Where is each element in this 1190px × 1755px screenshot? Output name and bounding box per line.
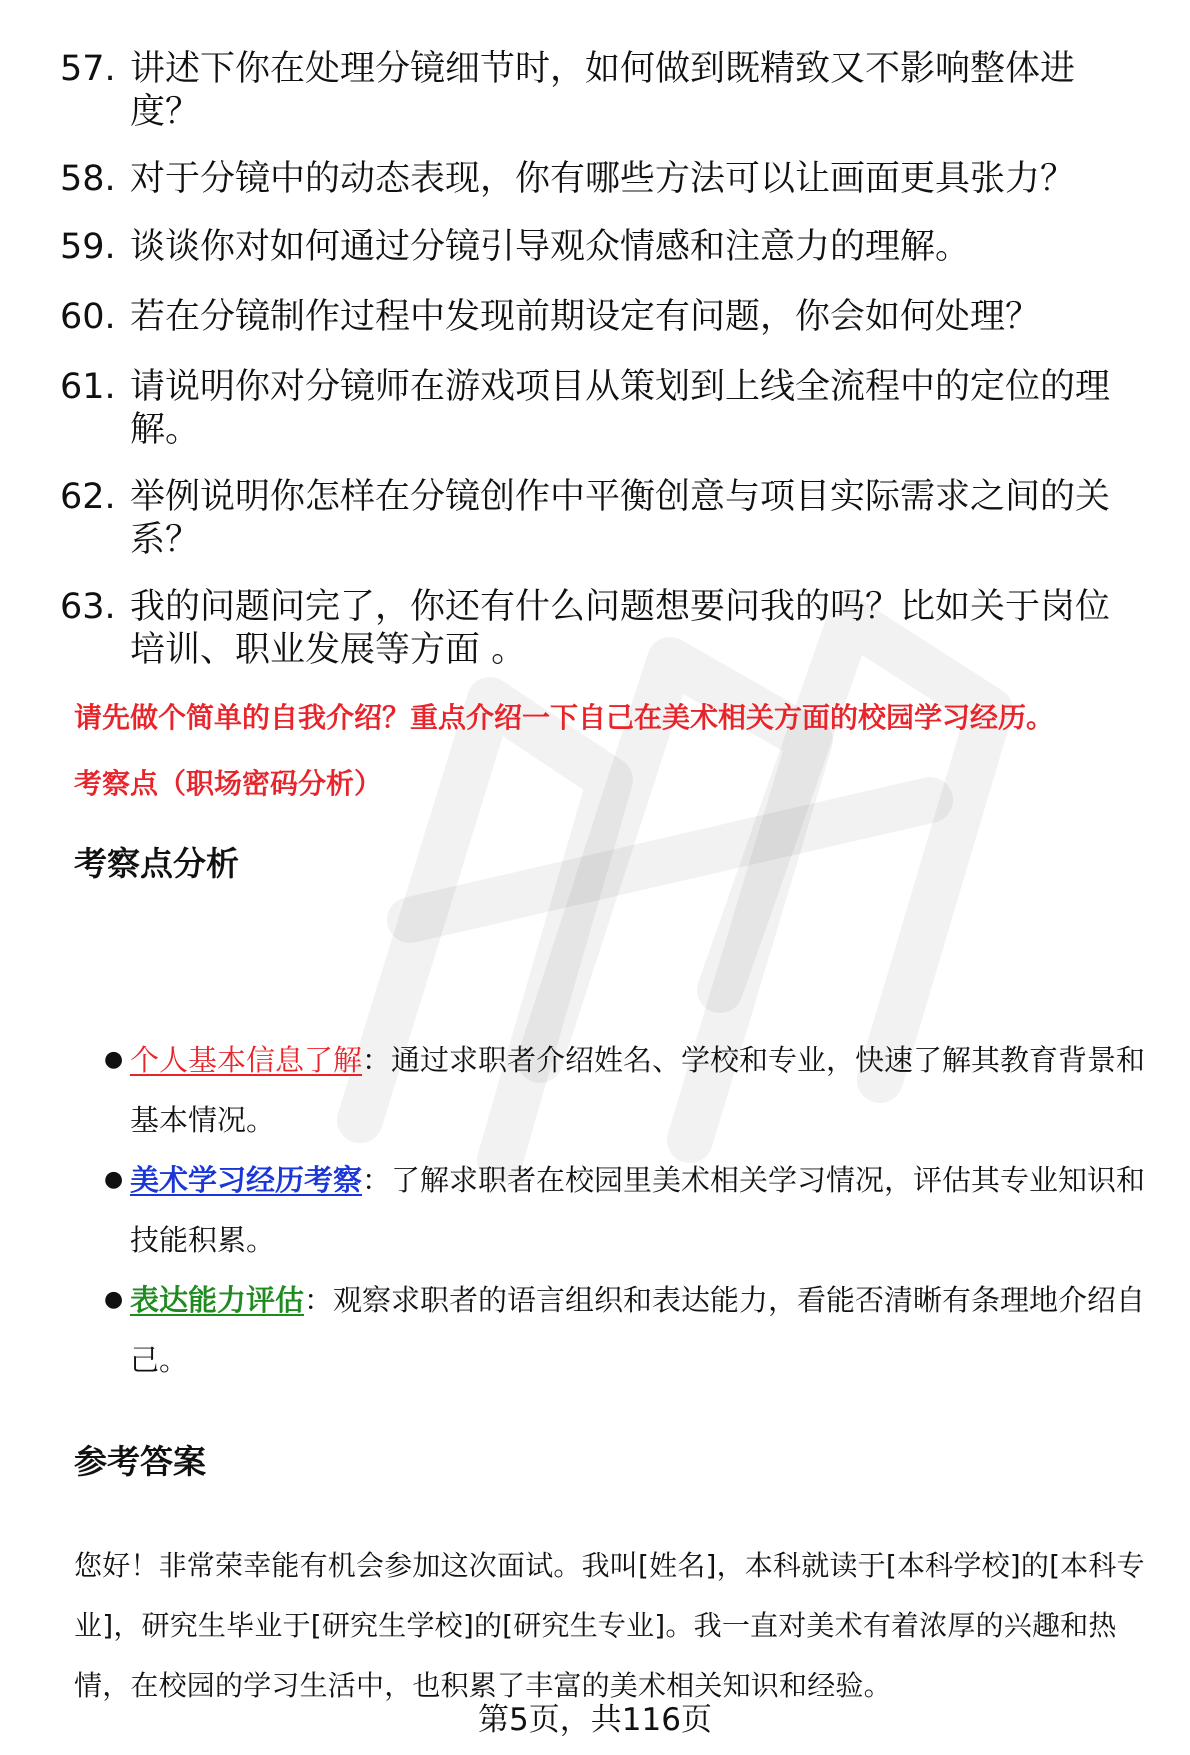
analysis-tag: 考察点（职场密码分析）: [74, 767, 383, 800]
question-text: 若在分镜制作过程中发现前期设定有问题，你会如何处理？: [130, 297, 1041, 337]
question-58: [60, 158, 1150, 201]
list-item: [104, 1150, 1164, 1270]
question-number: 63.: [60, 587, 116, 627]
question-text: 我的问题问完了，你还有什么问题想要问我的吗？比如关于岗位培训、职业发展等方面 。: [130, 587, 1111, 670]
list-item: [104, 1270, 1164, 1390]
keyword-link[interactable]: 表达能力评估: [130, 1283, 305, 1317]
question-number: 57.: [60, 49, 116, 89]
keyword-link[interactable]: 美术学习经历考察: [130, 1163, 363, 1197]
question-text: 谈谈你对如何通过分镜引导观众情感和注意力的理解。: [130, 227, 971, 267]
bullet-dot: ●: [104, 1287, 124, 1312]
answer-text: 您好！非常荣幸能有机会参加这次面试。我叫[姓名]，本科就读于[本科学校]的[本科专业]，研究生毕业于[研究生学校]的[研究生专业]。我一直对美术有着浓厚的兴趣和热情，在校园的学习生活中，也积累了丰富的美术相关知识和经验。: [74, 1549, 1145, 1702]
question-number: 62.: [60, 477, 116, 517]
question-number: 58.: [60, 159, 116, 199]
answer-heading: 参考答案: [74, 1442, 206, 1481]
list-item: [104, 1030, 1164, 1150]
keyword-link[interactable]: 个人基本信息了解: [130, 1043, 363, 1077]
highlight-question: 请先做个简单的自我介绍？重点介绍一下自己在美术相关方面的校园学习经历。: [74, 701, 1055, 734]
question-62: [60, 476, 1150, 562]
question-text: 举例说明你怎样在分镜创作中平衡创意与项目实际需求之间的关系？: [130, 477, 1111, 560]
bullet-dot: ●: [104, 1167, 124, 1192]
question-57: [60, 48, 1150, 134]
page-number: 第5页，共116页: [478, 1702, 712, 1738]
question-number: 59.: [60, 227, 116, 267]
question-text: 讲述下你在处理分镜细节时，如何做到既精致又不影响整体进度？: [130, 49, 1076, 132]
question-63: [60, 586, 1150, 672]
question-number: 60.: [60, 297, 116, 337]
analysis-list: [104, 1030, 1164, 1390]
question-60: [60, 296, 1150, 339]
question-61: [60, 366, 1150, 452]
question-text: 请说明你对分镜师在游戏项目从策划到上线全流程中的定位的理解。: [130, 367, 1111, 450]
question-59: [60, 226, 1150, 269]
bullet-dot: ●: [104, 1047, 124, 1072]
analysis-heading: 考察点分析: [74, 844, 239, 883]
question-text: 对于分镜中的动态表现，你有哪些方法可以让画面更具张力？: [130, 159, 1076, 199]
bullet-text: ：通过求职者介绍姓名、学校和专业，快速了解其教育背景和基本情况。: [130, 1043, 1146, 1137]
question-number: 61.: [60, 367, 116, 407]
bullet-text: ：了解求职者在校园里美术相关学习情况，评估其专业知识和技能积累。: [130, 1163, 1146, 1257]
bullet-text: ：观察求职者的语言组织和表达能力，看能否清晰有条理地介绍自己。: [130, 1283, 1146, 1377]
